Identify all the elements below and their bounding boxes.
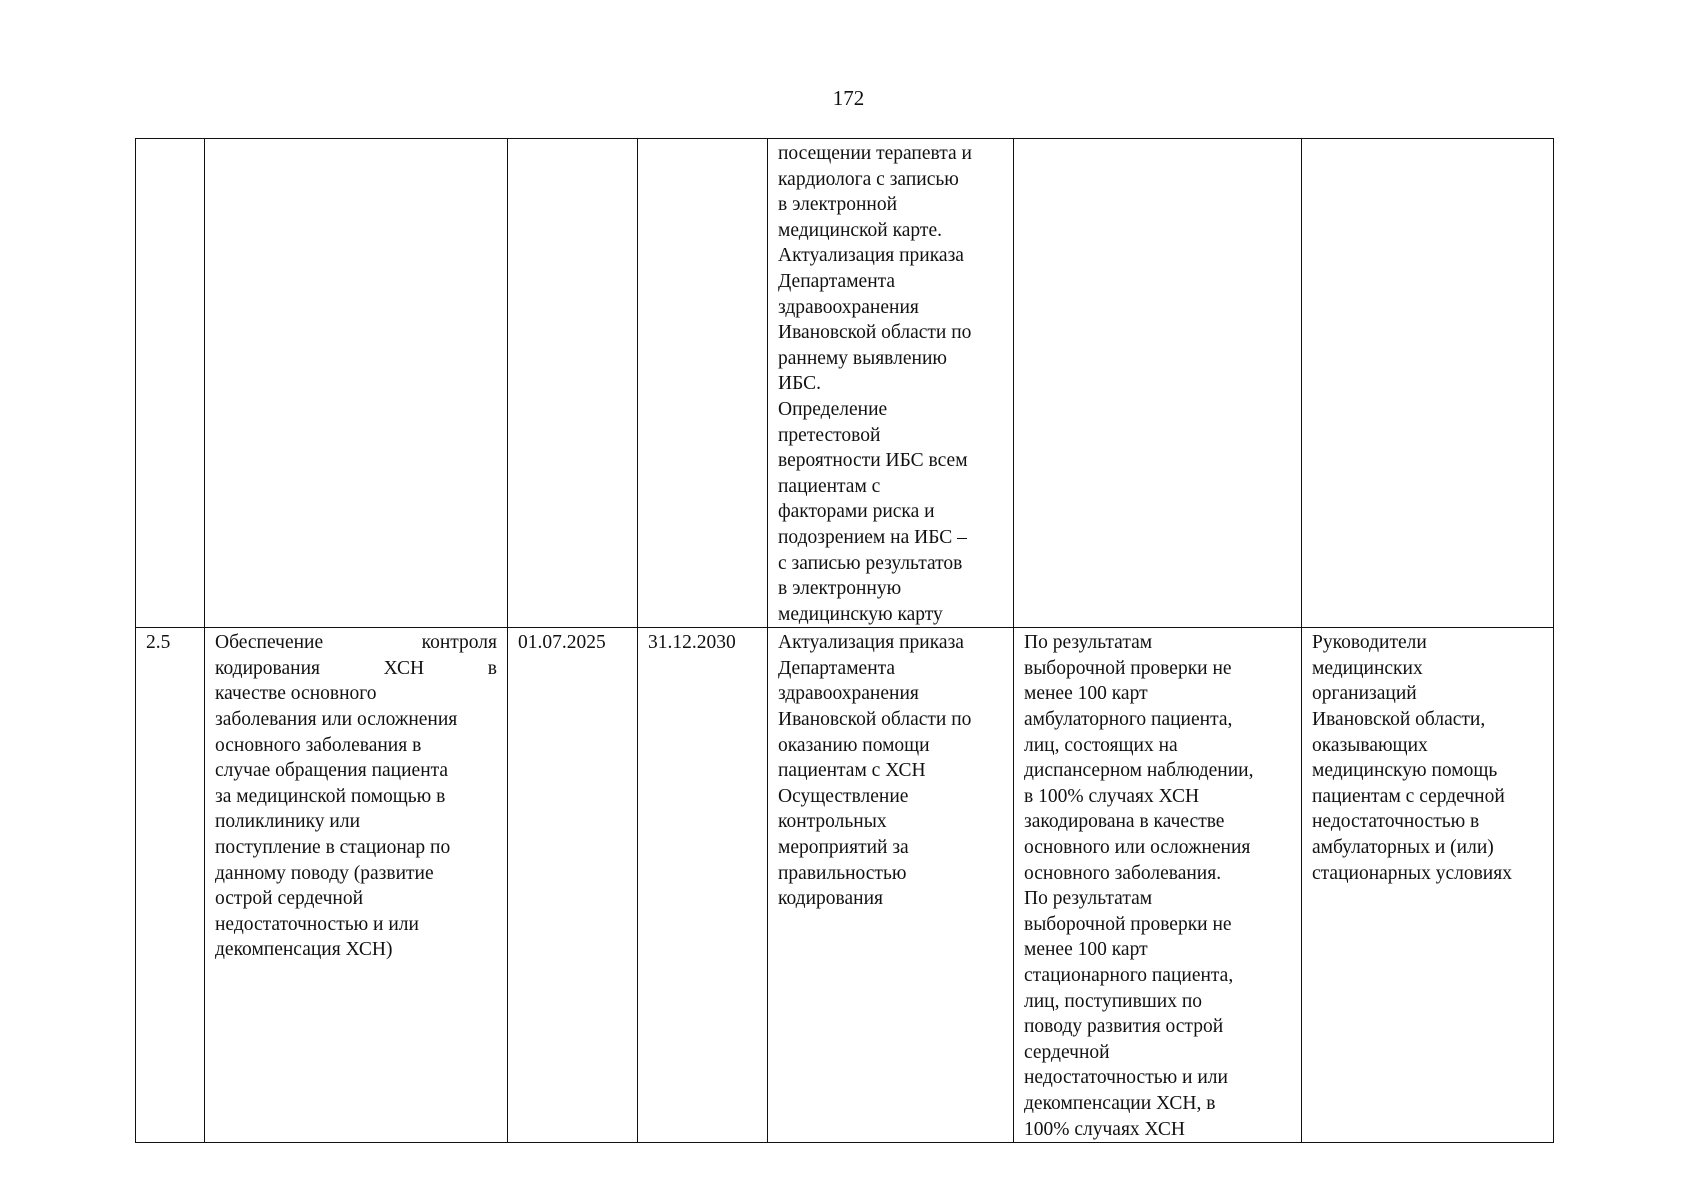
result-text: посещении терапевта и кардиолога с записью в электронной медицинской карте. Актуализация приказа Департамента здравоохранения Ивановской области по раннему выявлению ИБС. Определение претестовой вероятности ИБС всем пациентам с факторами риска и подозрением на ИБС – с записью результатов в электронную медицинскую карту (778, 143, 972, 625)
table-row-2-5 (136, 628, 1554, 1143)
cell-indicator (1014, 628, 1302, 1143)
cell-number (136, 628, 205, 1143)
cell-responsible (1302, 628, 1554, 1143)
cell-number (136, 139, 205, 628)
table-row-continued (136, 139, 1554, 628)
cell-result (768, 139, 1014, 628)
start-date: 01.07.2025 (518, 632, 606, 654)
cell-indicator (1014, 139, 1302, 628)
cell-start-date (508, 628, 638, 1143)
responsible-text: Руководители медицинских организаций Ивановской области, оказывающих медицинскую помощь пациентам с сердечной недостаточностью в амбулаторных и (или) стационарных условиях (1312, 632, 1512, 884)
cell-end-date (638, 139, 768, 628)
measure-line-1: Обеспечение контроля (215, 632, 497, 654)
measure-text: качестве основного заболевания или осложнения основного заболевания в случае обращения пациента за медицинской помощью в поликлинику или поступление в стационар по данному поводу (развитие острой сердечной недостаточностью и или декомпенсация ХСН) (215, 683, 458, 961)
measure-line-2: кодирования ХСН в (215, 657, 497, 679)
measures-table (135, 138, 1554, 1143)
indicator-text: По результатам выборочной проверки не менее 100 карт амбулаторного пациента, лиц, состоящих на диспансерном наблюдении, в 100% случаях ХСН закодирована в качестве основного или осложнения основного заболевания. По результатам выборочной проверки не менее 100 карт стационарного пациента, лиц, поступивших по поводу развития острой сердечной недостаточностью и или декомпенсации ХСН, в 100% случаях ХСН (1024, 632, 1254, 1140)
cell-responsible (1302, 139, 1554, 628)
page-number: 172 (832, 86, 865, 110)
end-date: 31.12.2030 (648, 632, 736, 654)
row-number: 2.5 (146, 632, 171, 654)
cell-measure (205, 139, 508, 628)
cell-result (768, 628, 1014, 1143)
result-text: Актуализация приказа Департамента здравоохранения Ивановской области по оказанию помощи пациентам с ХСН Осуществление контрольных мероприятий за правильностью кодирования (778, 632, 972, 910)
cell-start-date (508, 139, 638, 628)
cell-measure (205, 628, 508, 1143)
cell-end-date (638, 628, 768, 1143)
